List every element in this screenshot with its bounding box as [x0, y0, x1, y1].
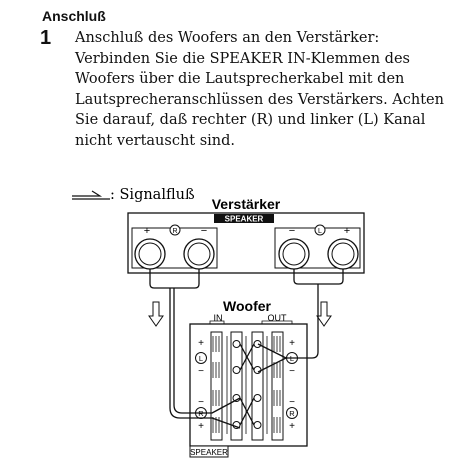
signal-flow-arrow-icon: [72, 191, 110, 199]
woofer-in-label: IN: [213, 313, 223, 323]
woofer-out-label: OUT: [267, 313, 287, 323]
woofer-left-sign: −: [198, 366, 204, 377]
amplifier-speaker-label: SPEAKER: [224, 214, 264, 224]
amplifier-title: Verstärker: [211, 196, 281, 212]
signal-flow-legend: [72, 187, 195, 203]
woofer-left-sign: +: [198, 421, 204, 432]
instruction-line: Woofers über die Lautsprecherkabel mit den: [75, 71, 405, 87]
instruction-line: Verbinden Sie die SPEAKER IN-Klemmen des: [75, 50, 410, 67]
amplifier-l-label: L: [318, 228, 322, 235]
signal-arrow-right-icon: [317, 302, 331, 326]
amplifier-left-minus: −: [200, 225, 208, 237]
woofer-right-sign: +: [289, 421, 295, 432]
woofer-r-label-right: R: [289, 409, 295, 418]
amplifier-right-plus: +: [343, 225, 351, 237]
woofer-right-sign: +: [289, 338, 295, 349]
signal-arrow-left-icon: [149, 302, 163, 326]
woofer-title: Woofer: [223, 298, 271, 314]
instruction-line: Sie darauf, daß rechter (R) und linker (L) Kanal: [75, 112, 426, 128]
section-heading: Anschluß: [42, 8, 106, 24]
instruction-line: nicht vertauscht sind.: [75, 132, 236, 149]
amplifier: [128, 196, 364, 273]
woofer-speaker-label: SPEAKER: [190, 448, 228, 457]
woofer: [190, 298, 307, 457]
instruction-line: Lautsprecheranschlüssen des Verstärkers. Achten: [75, 91, 444, 108]
woofer-right-sign: −: [289, 366, 295, 377]
legend-text: : Signalfluß: [110, 187, 195, 203]
woofer-left-sign: +: [198, 338, 204, 349]
step-number: 1: [40, 27, 52, 49]
amplifier-left-plus: +: [143, 225, 151, 237]
amplifier-r-label: R: [172, 228, 178, 235]
woofer-right-sign: −: [289, 397, 295, 408]
woofer-left-sign: −: [198, 397, 204, 408]
amplifier-right-minus: −: [288, 225, 296, 237]
woofer-l-label-right: L: [289, 354, 295, 363]
instruction-line: Anschluß des Woofers an den Verstärker:: [75, 30, 380, 46]
woofer-l-label-left: L: [198, 354, 204, 363]
woofer-r-label-left: R: [198, 409, 204, 418]
